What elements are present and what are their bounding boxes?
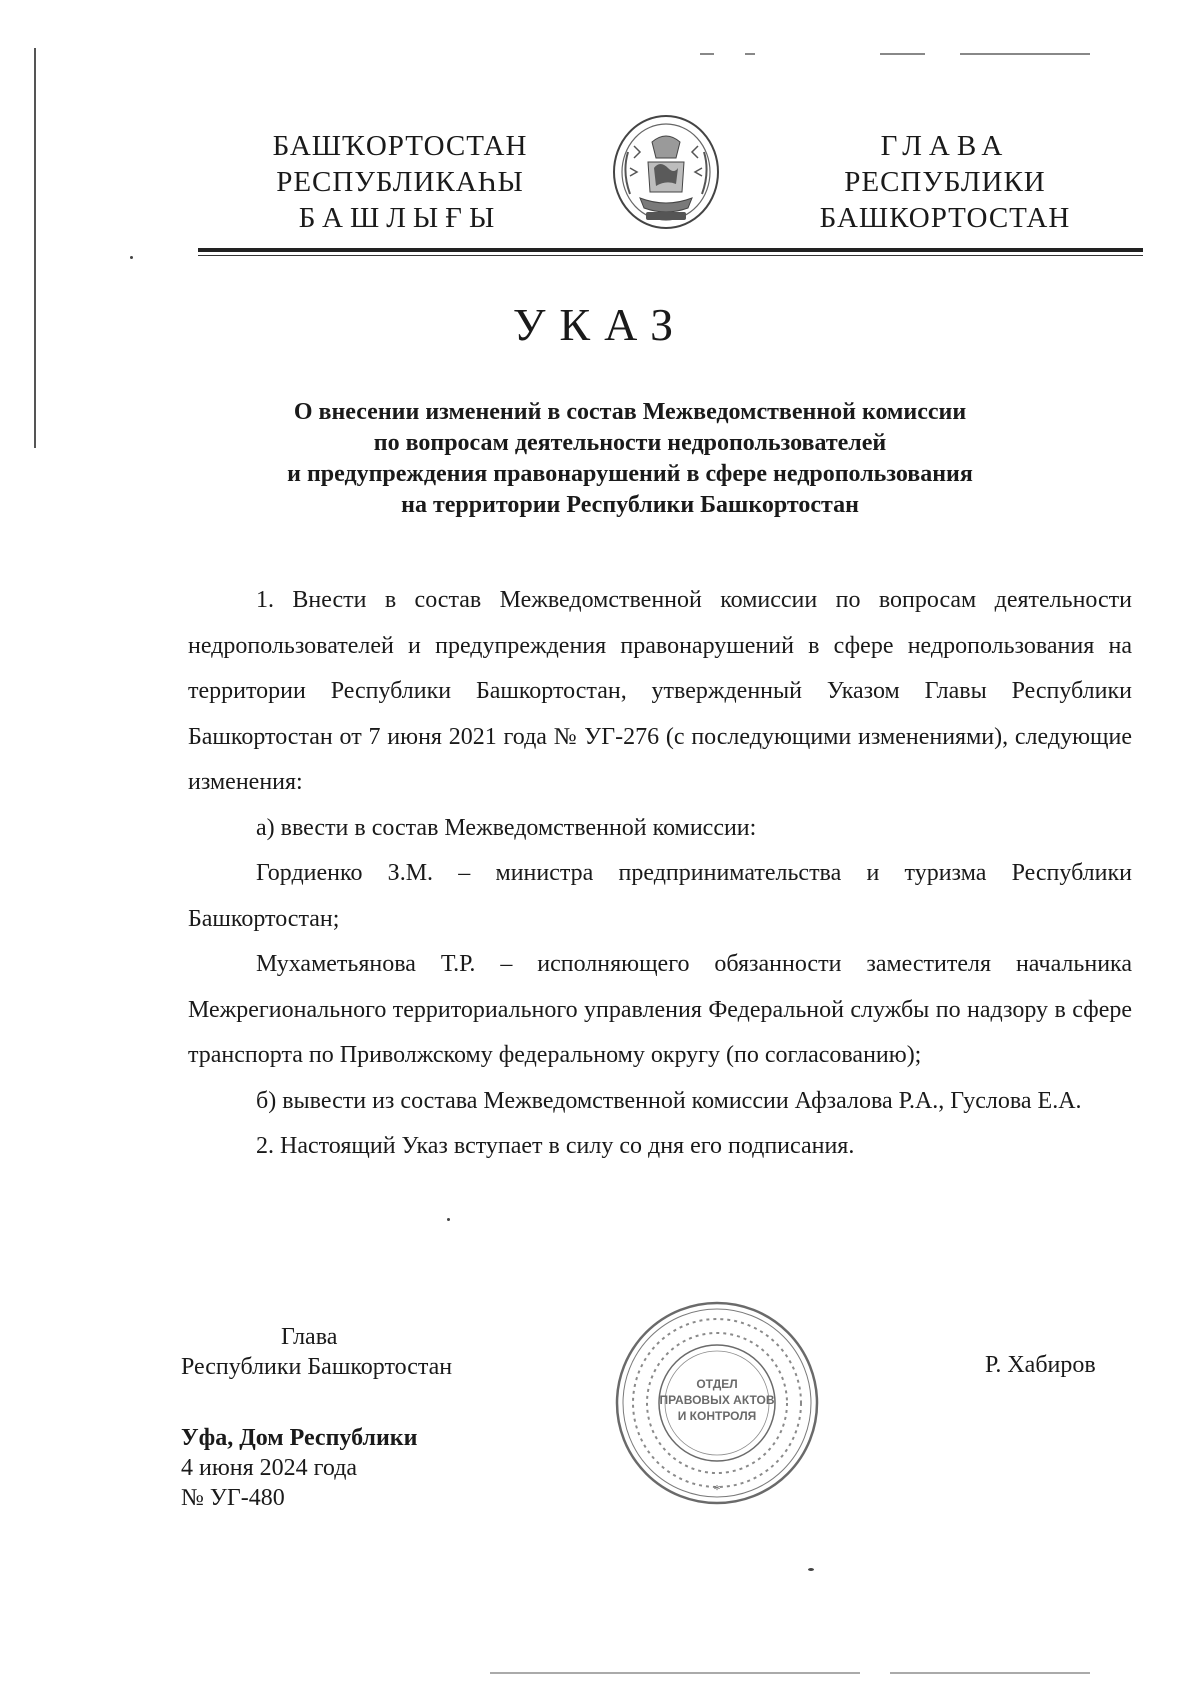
issue-place: Уфа, Дом Республики [181,1425,418,1451]
subject-line: и предупреждения правонарушений в сфере недропользования [287,461,973,487]
scan-mark [960,53,1090,55]
header-right-line: ГЛАВА [880,130,1010,162]
body-paragraph: Мухаметьянова Т.Р. – исполняющего обязанности заместителя начальника Межрегионального территориального управления Федеральной службы по надзору в сфере транспорта по Приволжскому федеральному округу (по согласованию); [188,951,1132,1068]
document-body [188,578,1132,1170]
subject-line: О внесении изменений в состав Межведомственной комиссии [293,399,967,425]
document-subject [200,397,1060,521]
issue-date: 4 июня 2024 года [181,1455,358,1481]
body-paragraph: а) ввести в состав Межведомственной комиссии: [256,814,757,841]
subject-line: на территории Республики Башкортостан [401,492,859,518]
scan-mark [890,1672,1090,1674]
stamp-center-text [612,1376,822,1424]
scan-speck [447,1218,450,1221]
header-left-line: БАШЛЫҒЫ [298,202,502,234]
header-left-line: БАШҠОРТОСТАН [272,130,528,162]
coat-of-arms-icon [608,112,724,236]
signatory-role-line: Республики Башкортостан [181,1354,453,1380]
signatory-role-line: Глава [281,1324,338,1350]
signatory-name: Р. Хабиров [985,1352,1096,1378]
subject-line: по вопросам деятельности недропользователей [373,430,887,456]
signatory-role [181,1322,452,1382]
header-bashkir [255,128,545,236]
decree-number: № УГ-480 [181,1485,285,1511]
header-russian [800,128,1090,236]
scan-speck [130,256,133,259]
document-title: УКАЗ [512,299,688,350]
scan-edge-line [34,48,36,448]
body-paragraph: 2. Настоящий Указ вступает в силу со дня его подписания. [256,1133,855,1159]
header-right-line: РЕСПУБЛИКИ [844,166,1046,198]
stamp-line: ПРАВОВЫХ АКТОВ [659,1393,775,1407]
header-divider [198,248,1143,252]
stamp-line: ОТДЕЛ [696,1377,738,1391]
body-paragraph: 1. Внести в состав Межведомственной комиссии по вопросам деятельности недропользователей и предупреждения правонарушений в сфере недропользования на территории Республики Башкортостан, утвержденный Указом Главы Республики Башкортостан от 7 июня 2021 года № УГ-276 (с последующими изменениями), следующие изменения: [188,587,1132,795]
scan-mark [490,1672,860,1674]
header-left-line: РЕСПУБЛИКАҺЫ [276,166,524,198]
stamp-line: И КОНТРОЛЯ [677,1409,757,1423]
scan-mark [700,53,714,55]
header-right-line: БАШКОРТОСТАН [819,202,1071,234]
issue-details [181,1423,417,1513]
scan-speck [808,1568,814,1571]
header-divider-thin [198,255,1143,256]
svg-text:*: * [713,1483,721,1498]
scan-mark [880,53,925,55]
body-paragraph: Гордиенко З.М. – министра предпринимательства и туризма Республики Башкортостан; [188,860,1132,932]
scan-mark [745,53,755,55]
body-paragraph: б) вывести из состава Межведомственной комиссии Афзалова Р.А., Гуслова Е.А. [256,1087,1082,1114]
